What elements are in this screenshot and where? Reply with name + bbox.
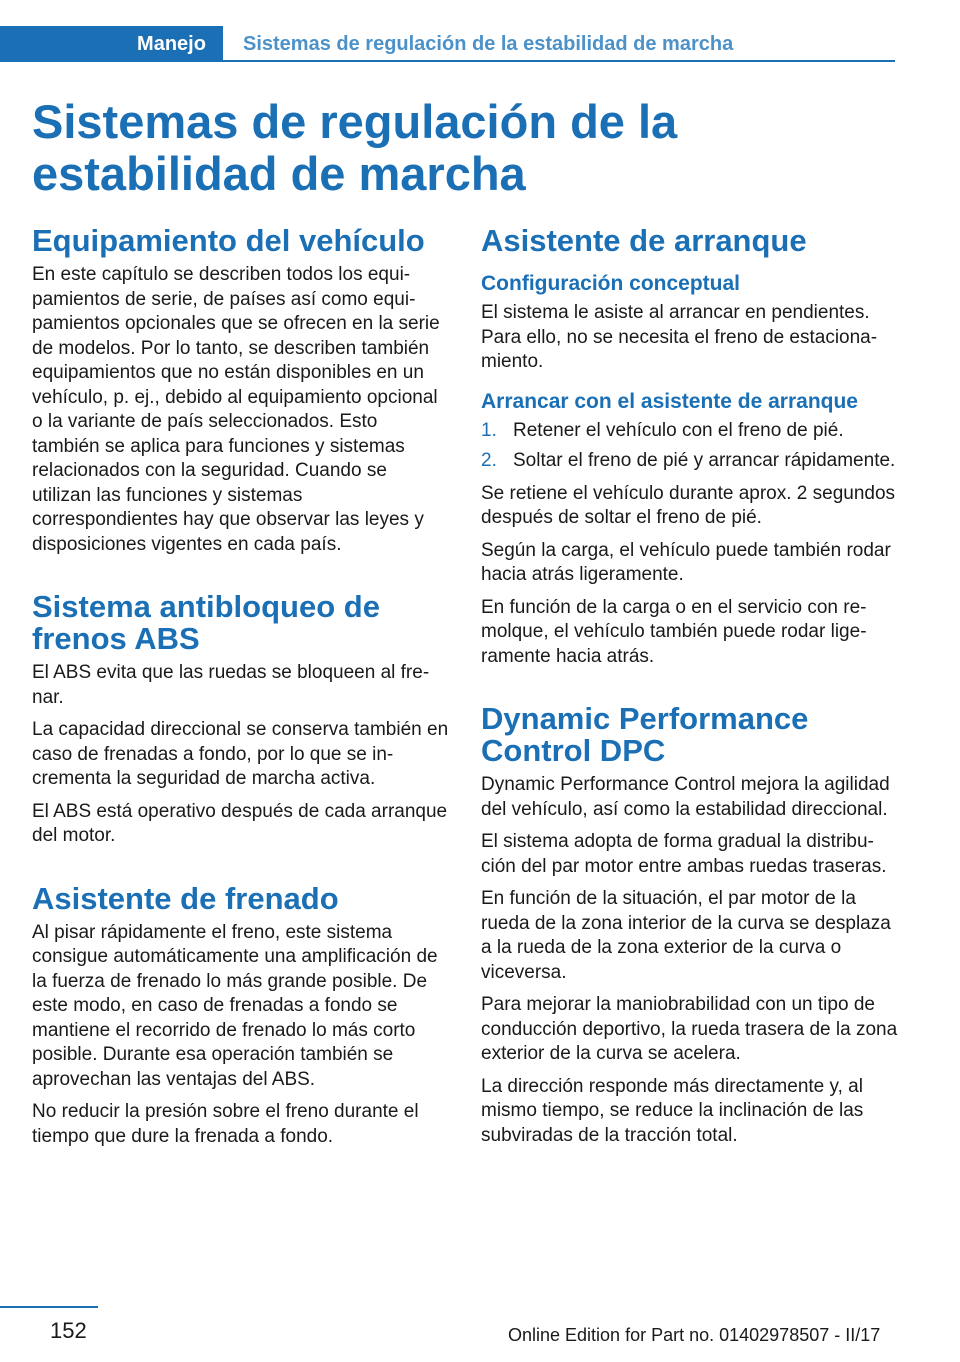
paragraph: El sistema le asiste al arrancar en pendientes. Para ello, no se necesita el freno de estacionamiento.: [481, 302, 878, 372]
paragraph: Para mejorar la maniobrabilidad con un tipo de conducción deportivo, la rueda trasera de la zona exterior de la curva se acelera.: [481, 994, 898, 1064]
paragraph: El ABS evita que las ruedas se bloqueen al frenar.: [32, 662, 430, 708]
paragraph: La capacidad direccional se conserva también en caso de frenadas a fondo, por lo que se incrementa la seguridad de marcha activa.: [32, 719, 449, 789]
paragraph: La dirección responde más directamente y, al mismo tiempo, se reduce la inclinación de las subviradas de la tracción total.: [481, 1075, 864, 1146]
paragraph: Dynamic Performance Control mejora la agilidad del vehículo, así como la estabilidad direccional.: [481, 774, 890, 820]
header-chapter-tab[interactable]: Manejo: [120, 26, 223, 62]
list-item: [481, 419, 899, 444]
step-number: 2.: [481, 450, 497, 471]
section-heading-brake-assist: Asistente de frenado: [32, 880, 339, 916]
page-number: 152: [50, 1318, 87, 1343]
step-number: 1.: [481, 419, 497, 441]
section-heading-equipment: Equipamiento del vehículo: [32, 223, 425, 258]
paragraph: No reducir la presión sobre el freno durante el tiempo que dure la frenada a fondo.: [32, 1101, 419, 1147]
header-accent-bar: [0, 26, 120, 62]
paragraph: Se retiene el vehículo durante aprox. 2 segundos después de soltar el freno de pié.: [481, 482, 896, 528]
subheading-start: Arrancar con el asistente de arranque: [481, 389, 858, 413]
step-text: Soltar el freno de pié y arrancar rápidamente.: [513, 450, 896, 471]
paragraph: En función de la carga o en el servicio con remolque, el vehículo también puede rodar ligeramente hacia atrás.: [481, 596, 867, 667]
list-item: [481, 449, 899, 474]
footer-rule: [0, 1306, 98, 1308]
page-header: [0, 26, 895, 62]
step-text: Retener el vehículo con el freno de pié.: [513, 419, 844, 441]
paragraph: En función de la situación, el par motor de la rueda de la zona interior de la curva se desplaza a la rueda de la zona exterior de la curva o viceversa.: [481, 888, 891, 983]
left-column: [32, 225, 450, 1157]
section-heading-dpc: Dynamic Performance Control DPC: [481, 701, 809, 768]
section-heading-hill-start: Asistente de arranque: [481, 223, 807, 258]
footer-edition: Online Edition for Part no. 01402978507 - II/17: [508, 1325, 881, 1345]
subheading-concept: Configuración conceptual: [481, 272, 741, 295]
paragraph: Según la carga, el vehículo puede también rodar hacia atrás ligeramente.: [481, 539, 891, 585]
header-section-title: Sistemas de regulación de la estabilidad de marcha: [243, 33, 734, 55]
header-rule: [223, 60, 895, 62]
steps-list: [481, 419, 899, 474]
paragraph: El sistema adopta de forma gradual la distribución del par motor entre ambas ruedas traseras.: [481, 831, 887, 877]
paragraph: Al pisar rápidamente el freno, este sistema consigue automáticamente una amplificación de la fuerza de frenado lo más grande posible. De este modo, en caso de frenadas a fondo se mantiene el recorrido de frenado lo más corto posible. Durante esa operación también se aprovechan las ventajas del ABS.: [32, 921, 438, 1090]
paragraph: El ABS está operativo después de cada arranque del motor.: [32, 800, 448, 846]
page-title: Sistemas de regulación de la estabilidad de marcha: [32, 95, 678, 200]
right-column: [481, 225, 899, 1156]
section-heading-abs: Sistema antibloqueo de frenos ABS: [32, 589, 380, 656]
paragraph: En este capítulo se describen todos los equipamientos de serie, de países así como equipamientos opcionales que se ofrecen en la serie de modelos. Por lo tanto, se describen también equipamientos que no están disponibles en un vehículo, p. ej., debido al equipamiento opcional o la variante de país seleccionados. Esto también se aplica para funciones y sistemas relacionados con la seguridad. Cuando se utilizan las funciones y sistemas correspondientes hay que observar las leyes y disposiciones vigentes en cada país.: [32, 264, 440, 555]
